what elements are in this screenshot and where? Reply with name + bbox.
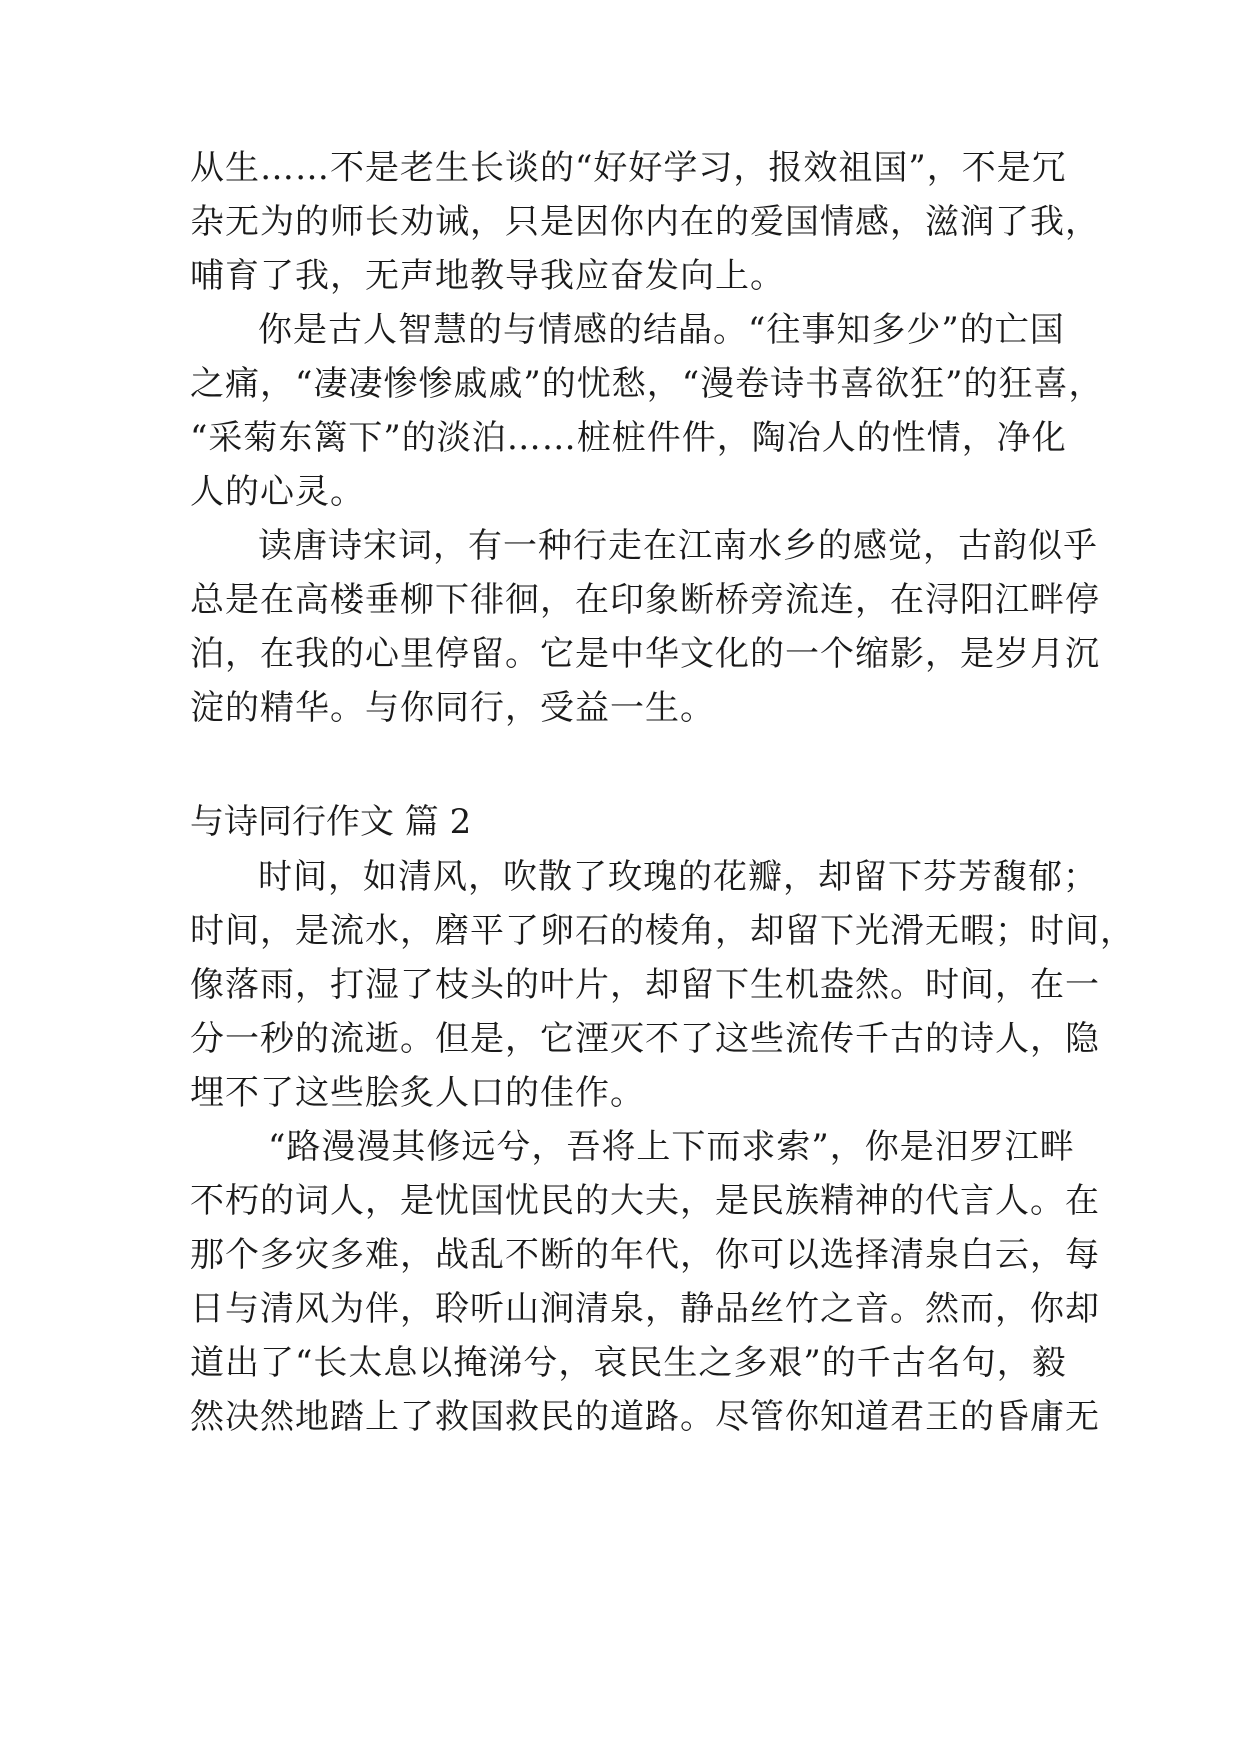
paragraph-line: 总是在高楼垂柳下徘徊，在印象断桥旁流连，在浔阳江畔停: [190, 580, 1100, 620]
section-heading: 与诗同行作文 篇 2: [190, 802, 472, 842]
paragraph-line: 人的心灵。: [190, 472, 365, 512]
paragraph-line: “采菊东篱下”的淡泊……桩桩件件，陶冶人的性情，净化: [190, 418, 1067, 458]
paragraph-line: 之痛，“凄凄惨惨戚戚”的忧愁，“漫卷诗书喜欲狂”的狂喜，: [190, 364, 1104, 404]
paragraph-line: 分一秒的流逝。但是，它湮灭不了这些流传千古的诗人，隐: [190, 1019, 1100, 1059]
paragraph-line: 泊，在我的心里停留。它是中华文化的一个缩影，是岁月沉: [190, 634, 1100, 674]
paragraph-line: 淀的精华。与你同行，受益一生。: [190, 688, 715, 728]
paragraph-line: 道出了“长太息以掩涕兮，哀民生之多艰”的千古名句，毅: [190, 1343, 1067, 1383]
paragraph-line: 埋不了这些脍炙人口的佳作。: [190, 1073, 645, 1113]
paragraph-line: 你是古人智慧的与情感的结晶。“往事知多少”的亡国: [258, 310, 1065, 350]
paragraph-line: 哺育了我，无声地教导我应奋发向上。: [190, 256, 785, 296]
paragraph-line: 从生……不是老生长谈的“好好学习，报效祖国”，不是冗: [190, 148, 1067, 188]
paragraph-line: 不朽的词人，是忧国忧民的大夫，是民族精神的代言人。在: [190, 1181, 1100, 1221]
paragraph-line: 那个多灾多难，战乱不断的年代，你可以选择清泉白云，每: [190, 1235, 1100, 1275]
paragraph-line: 然决然地踏上了救国救民的道路。尽管你知道君王的昏庸无: [190, 1397, 1100, 1437]
paragraph-line: 像落雨，打湿了枝头的叶片，却留下生机盎然。时间，在一: [190, 965, 1100, 1005]
paragraph-line: 杂无为的师长劝诫，只是因你内在的爱国情感，滋润了我，: [190, 202, 1100, 242]
paragraph-line: 读唐诗宋词，有一种行走在江南水乡的感觉，古韵似乎: [258, 526, 1098, 566]
paragraph-line: 日与清风为伴，聆听山涧清泉，静品丝竹之音。然而，你却: [190, 1289, 1100, 1329]
paragraph-line: “路漫漫其修远兮，吾将上下而求索”，你是汨罗江畔: [268, 1127, 1075, 1167]
paragraph-line: 时间，如清风，吹散了玫瑰的花瓣，却留下芬芳馥郁；: [258, 857, 1098, 897]
paragraph-line: 时间，是流水，磨平了卵石的棱角，却留下光滑无暇；时间，: [190, 911, 1135, 951]
